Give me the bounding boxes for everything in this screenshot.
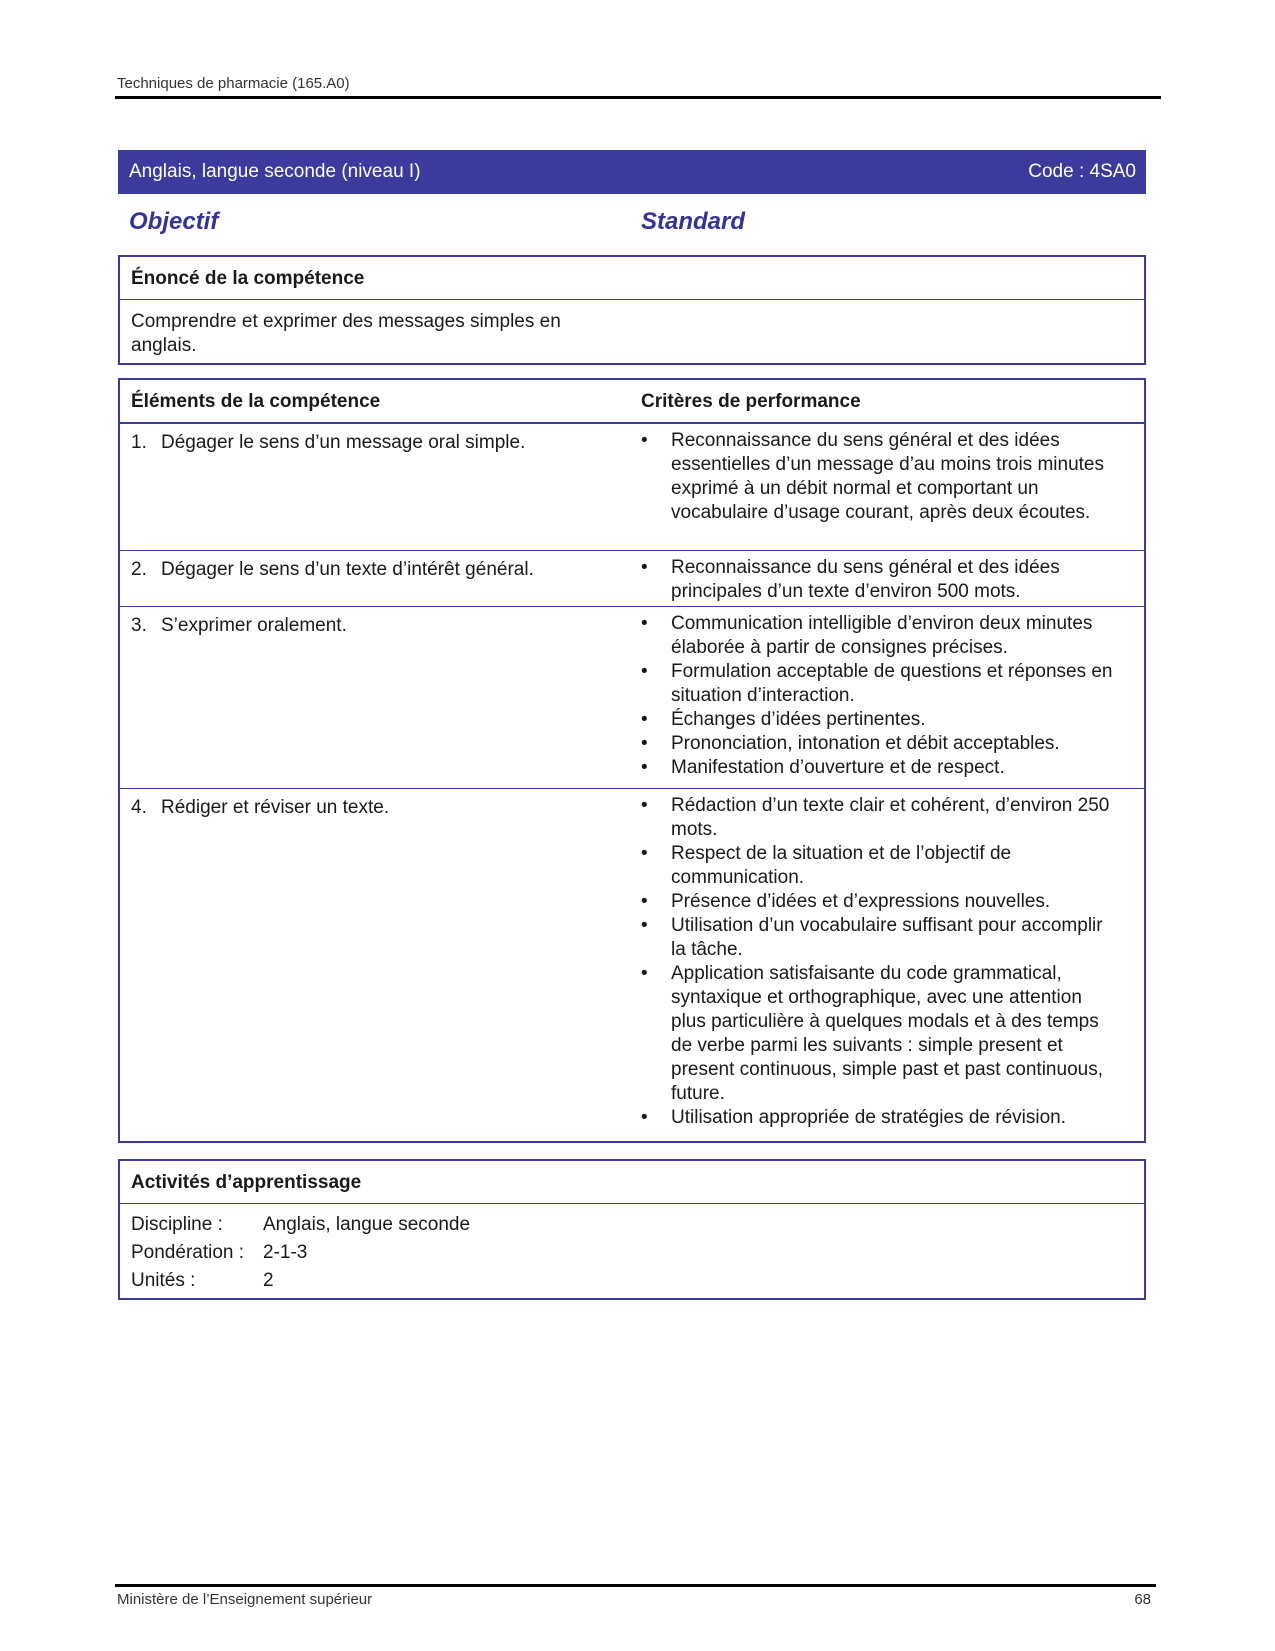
activities-header [120,1161,1144,1204]
course-title-band [118,150,1146,194]
element-number: 4. [131,797,147,818]
bottom-rule [115,1584,1156,1587]
activity-value: 2-1-3 [263,1242,308,1263]
element-2 [131,558,534,582]
criterion: • Application satisfaisante du code grammatical, syntaxique et orthographique, avec une attention plus particulière à quelques modals et à des temps de verbe parmi les suivants : simple present et present continuous, simple past et past continuous, future. [641,962,1121,1106]
element-row-1 [120,423,1144,550]
element-row-4 [120,788,1144,1140]
elements-header [120,380,1144,423]
activity-label: Pondération : [131,1242,245,1263]
element-row-3 [120,606,1144,788]
criteria-heading: Critères de performance [641,391,861,412]
criterion: • Respect de la situation et de l’objectif de communication. [641,842,1121,890]
activity-unites [131,1269,274,1293]
running-head: Techniques de pharmacie (165.A0) [117,75,350,92]
activities-box [118,1159,1146,1300]
criteria-list-1 [641,429,1121,525]
competence-box [118,255,1146,365]
objectif-heading: Objectif [129,208,219,235]
element-text: Rédiger et réviser un texte. [161,797,390,818]
element-number: 1. [131,432,147,453]
activity-value: 2 [263,1270,274,1291]
element-number: 3. [131,615,147,636]
elements-heading: Éléments de la compétence [131,391,381,412]
criterion: • Manifestation d’ouverture et de respect. [641,756,1121,780]
element-row-2 [120,550,1144,606]
criteria-list-4 [641,794,1121,1130]
criterion: • Rédaction d’un texte clair et cohérent, d’environ 250 mots. [641,794,1121,842]
criterion: • Utilisation appropriée de stratégies de révision. [641,1106,1121,1130]
element-number: 2. [131,559,147,580]
element-1 [131,431,525,455]
criterion: • Prononciation, intonation et débit acceptables. [641,732,1121,756]
criterion: • Formulation acceptable de questions et réponses en situation d’interaction. [641,660,1121,708]
competence-statement: Comprendre et exprimer des messages simples en anglais. [131,311,561,356]
criterion: • Reconnaissance du sens général et des idées principales d’un texte d’environ 500 mots. [641,556,1121,604]
competence-heading: Énoncé de la compétence [131,268,365,289]
course-code: Code : 4SA0 [1028,161,1136,182]
elements-box [118,378,1146,1143]
element-text: S’exprimer oralement. [161,615,347,636]
activity-label: Discipline : [131,1214,223,1235]
element-text: Dégager le sens d’un texte d’intérêt général. [161,559,534,580]
element-text: Dégager le sens d’un message oral simple. [161,432,526,453]
criterion: • Présence d’idées et d’expressions nouvelles. [641,890,1121,914]
activity-discipline [131,1213,470,1237]
criteria-list-2 [641,556,1121,604]
criterion: • Échanges d’idées pertinentes. [641,708,1121,732]
activities-heading: Activités d’apprentissage [131,1172,362,1193]
criterion: • Reconnaissance du sens général et des idées essentielles d’un message d’au moins trois minutes exprimé à un débit normal et comportant un vocabulaire d’usage courant, après deux écoutes. [641,429,1121,525]
element-3 [131,614,347,638]
top-rule [115,96,1161,99]
activity-label: Unités : [131,1270,196,1291]
activity-ponderation [131,1241,307,1265]
criterion: • Utilisation d’un vocabulaire suffisant pour accomplir la tâche. [641,914,1121,962]
activity-value: Anglais, langue seconde [263,1214,471,1235]
course-title: Anglais, langue seconde (niveau I) [129,161,421,182]
footer-ministry: Ministère de l’Enseignement supérieur [117,1591,373,1608]
page-number: 68 [1134,1591,1151,1608]
element-4 [131,796,389,820]
criteria-list-3 [641,612,1121,780]
criterion: • Communication intelligible d’environ deux minutes élaborée à partir de consignes précises. [641,612,1121,660]
competence-header [120,257,1144,300]
standard-heading: Standard [641,208,746,235]
